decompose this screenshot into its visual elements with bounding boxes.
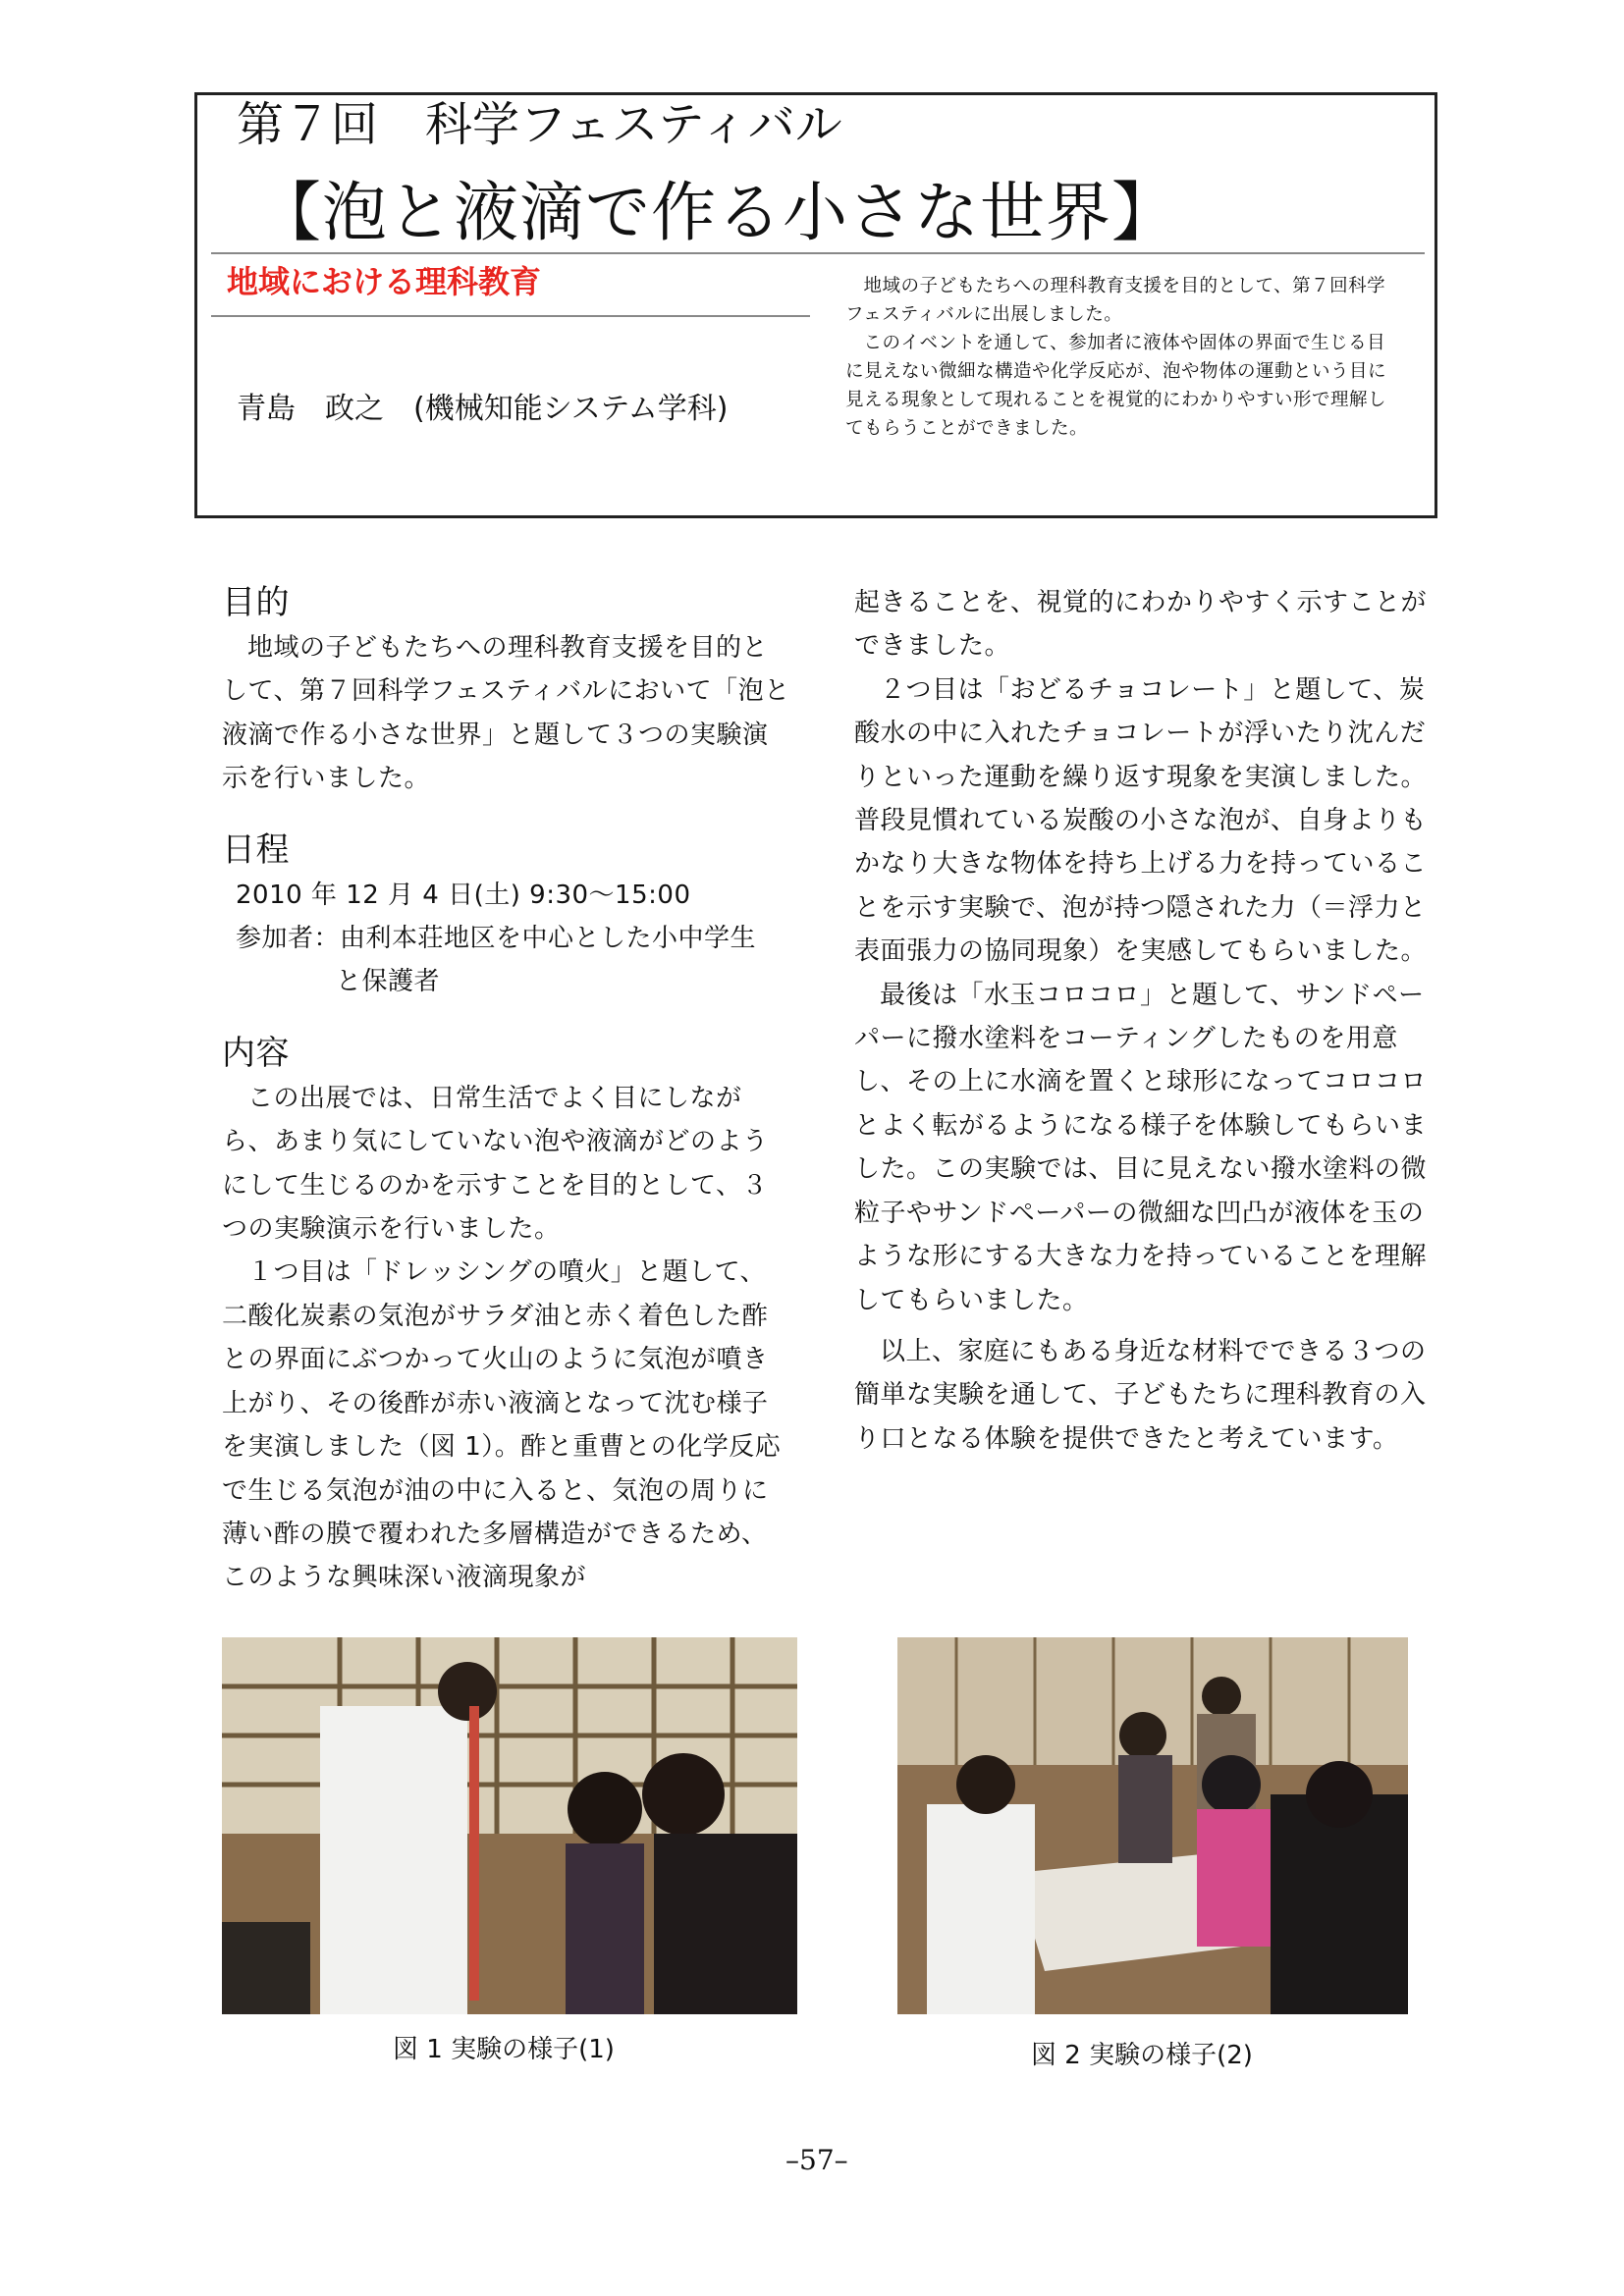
section-heading-schedule: 日程 — [222, 829, 290, 870]
schedule-participants-cont: と保護者 — [336, 967, 441, 997]
content-paragraph: ２つ目は「おどるチョコレート」と題して、炭酸水の中に入れたチョコレートが浮いたり沈んだりといった運動を繰り返す現象を実演しました。普段見慣れている炭酸の小さな泡が、自身よりもかなり大きな物体を持ち上げる力を持っていることを示す実験で、泡が持つ隠された力（＝浮力と表面張力の協同現象）を実感してもらいました。 — [854, 674, 1428, 967]
abstract-paragraph: 地域の子どもたちへの理科教育支援を目的として、第７回科学フェスティバルに出展しました。 — [845, 276, 1386, 325]
left-column — [222, 579, 791, 1600]
content-paragraph-continued: 起きることを、視覚的にわかりやすく示すことができました。 — [854, 588, 1428, 662]
section-heading-content: 内容 — [222, 1033, 290, 1073]
figure-1-caption: 図 1 実験の様子(1) — [393, 2035, 615, 2064]
abstract — [845, 272, 1395, 443]
content-paragraph: 以上、家庭にもある身近な材料でできる３つの簡単な実験を通して、子どもたちに理科教育の入り口となる体験を提供できたと考えています。 — [854, 1336, 1427, 1454]
purpose-text: 地域の子どもたちへの理科教育支援を目的として、第７回科学フェスティバルにおいて「泡と液滴で作る小さな世界」と題して３つの実験演示を行いました。 — [222, 633, 790, 794]
series-title: 第７回 科学フェスティバル — [237, 97, 842, 152]
author-line: 青島 政之 (機械知能システム学科) — [237, 392, 729, 426]
right-column — [854, 581, 1428, 1461]
title-box — [194, 92, 1437, 518]
figure-1-photo — [222, 1637, 797, 2014]
page-number: –57– — [785, 2144, 848, 2176]
category-divider — [211, 315, 810, 317]
section-heading-purpose: 目的 — [222, 583, 290, 622]
figure-2-caption: 図 2 実験の様子(2) — [1031, 2041, 1253, 2070]
content-paragraph: この出展では、日常生活でよく目にしながら、あまり気にしていない泡や液滴がどのようにして生じるのかを示すことを目的として、３つの実験演示を行いました。 — [222, 1083, 769, 1245]
schedule-date: 2010 年 12 月 4 日(土) 9:30～15:00 — [236, 880, 691, 910]
title-divider — [211, 252, 1425, 254]
content-paragraph: 最後は「水玉コロコロ」と題して、サンドペーパーに撥水塗料をコーティングしたものを用意し、その上に水滴を置くと球形になってコロコロとよく転がるようになる様子を体験してもらいました。この実験では、目に見えない撥水塗料の微粒子やサンドペーパーの微細な凹凸が液体を玉のような形にする大きな力を持っていることを理解してもらいました。 — [854, 980, 1428, 1315]
content-paragraph: １つ目は「ドレッシングの噴火」と題して、二酸化炭素の気泡がサラダ油と赤く着色した酢との界面にぶつかって火山のように気泡が噴き上がり、その後酢が赤い液滴となって沈む様子を実演しました（図 1）。酢と重曹との化学反応で生じる気泡が油の中に入ると、気泡の周りに薄い酢の膜で覆われた多層構造ができるため、このような興味深い液滴現象が — [222, 1257, 782, 1593]
figure-2-photo — [897, 1637, 1408, 2014]
schedule-participants: 参加者：由利本荘地区を中心とした小中学生 — [236, 924, 757, 954]
category-label: 地域における理科教育 — [227, 263, 542, 300]
main-title: 【泡と液滴で作る小さな世界】 — [256, 175, 1177, 250]
abstract-paragraph: このイベントを通して、参加者に液体や固体の界面で生じる目に見えない微細な構造や化学反応が、泡や物体の運動という目に見える現象として現れることを視覚的にわかりやすい形で理解してもらうことができました。 — [845, 333, 1387, 439]
